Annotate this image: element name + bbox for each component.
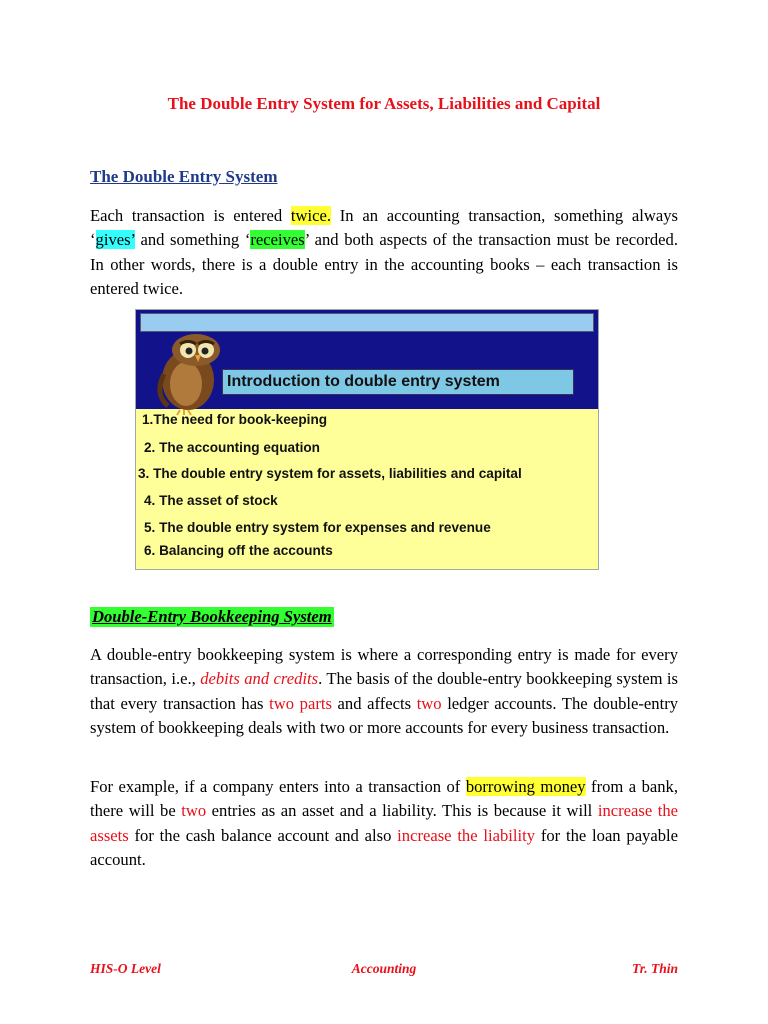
text-run: from a bank, there will be (90, 777, 678, 821)
slide-topic-item: 4. The asset of stock (144, 493, 278, 508)
text-run: A double-entry bookkeeping system is where a corresponding entry is made for every transaction, i.e., (90, 645, 678, 689)
text-run: ’ and both aspects of the transaction must be recorded. In other words, there is a double entry in the accounting books – each transaction is entered twice. (90, 230, 678, 298)
red-text-increase-assets: increase the assets (90, 801, 678, 845)
highlight-twice: twice. (290, 206, 331, 225)
highlight-borrowing-money: borrowing money (465, 777, 586, 796)
text-run: for the loan payable account. (90, 825, 678, 869)
slide-topic-item: 3. The double entry system for assets, liabilities and capital (138, 466, 522, 481)
highlight-receives: receives (250, 230, 305, 250)
text-run: In an accounting transaction, something always ‘ (90, 206, 679, 250)
text-run: entries as an asset and a liability. This is because it will (206, 801, 598, 821)
paragraph-bookkeeping (90, 643, 678, 740)
emphasis-debits-credits: debits and credits (200, 669, 319, 689)
red-text-two: two (181, 801, 207, 821)
paragraph-example (90, 775, 678, 872)
slide-topic-item: 1.The need for book-keeping (142, 412, 328, 427)
highlight-gives: gives’ (95, 230, 135, 250)
paragraph-intro (90, 204, 678, 301)
red-text-two: two (416, 693, 442, 713)
document-title: The Double Entry System for Assets, Liabilities and Capital (167, 94, 601, 113)
slide-topic-item: 2. The accounting equation (144, 440, 320, 455)
footer-center: Accounting (351, 961, 417, 976)
red-text-two-parts: two parts (269, 693, 332, 713)
section-heading-bookkeeping: Double-Entry Bookkeeping System (92, 607, 332, 626)
footer-right: Tr. Thin (631, 961, 678, 976)
text-run: ledger accounts. The double-entry system of bookkeeping deals with two or more accounts for every business transaction. (90, 693, 679, 737)
text-run: and affects (331, 693, 417, 713)
owl-icon (150, 324, 230, 416)
slide-heading: Introduction to double entry system (222, 369, 574, 395)
text-run: for the cash balance account and also (128, 825, 398, 845)
slide-image (135, 309, 599, 570)
slide-topic-item: 6. Balancing off the accounts (144, 543, 333, 558)
red-text-increase-liability: increase the liability (397, 825, 536, 845)
text-run: Each transaction is entered (90, 206, 291, 225)
text-run: For example, if a company enters into a transaction of (90, 777, 466, 796)
footer-left: HIS-O Level (90, 961, 161, 976)
slide-topic-item: 5. The double entry system for expenses and revenue (144, 520, 491, 535)
text-run: and something ‘ (134, 230, 251, 250)
section-heading-double-entry: The Double Entry System (90, 167, 278, 186)
text-run: . The basis of the double-entry bookkeeping system is that every transaction has (90, 669, 679, 713)
slide-header-band (136, 310, 598, 409)
